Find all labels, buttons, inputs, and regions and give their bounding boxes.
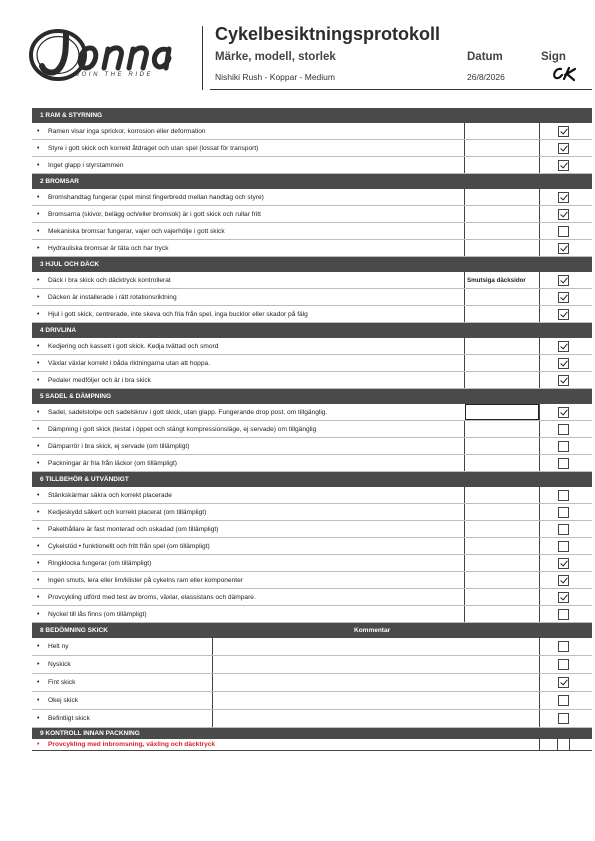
checklist-item-label: Mekaniska bromsar fungerar, vajer och vajerhölje i gott skick	[48, 228, 225, 235]
bullet: •	[37, 360, 40, 367]
checklist-item-label: Kedjeskydd säkert och korrekt placerat (om tillämpligt)	[48, 509, 207, 516]
column-divider	[464, 223, 465, 239]
checklist-item-label: Stänkskärmar säkra och korrekt placerade	[48, 492, 172, 499]
bullet: •	[37, 543, 40, 550]
column-divider	[464, 538, 465, 554]
checklist-row	[32, 123, 592, 140]
column-divider	[464, 606, 465, 622]
checkbox[interactable]	[558, 407, 569, 418]
checkbox[interactable]	[558, 458, 569, 469]
checkbox[interactable]	[558, 143, 569, 154]
bullet: •	[37, 460, 40, 467]
checkbox-edge	[557, 739, 558, 750]
column-divider	[539, 692, 540, 709]
column-divider	[464, 240, 465, 256]
checklist-row	[32, 272, 592, 289]
bullet: •	[37, 228, 40, 235]
checkbox[interactable]	[558, 524, 569, 535]
checklist-item-label: Ringklocka fungerar (om tillämpligt)	[48, 560, 152, 567]
bullet: •	[37, 294, 40, 301]
checklist-row	[32, 306, 592, 323]
bullet: •	[37, 526, 40, 533]
column-divider	[539, 674, 540, 691]
header-underline	[210, 89, 592, 90]
column-divider	[539, 487, 540, 503]
date-label: Datum	[467, 51, 503, 63]
checklist-row	[32, 589, 592, 606]
bullet: •	[37, 492, 40, 499]
section-header	[32, 257, 592, 272]
section-title: 3 HJUL OCH DÄCK	[40, 261, 100, 268]
column-divider	[464, 438, 465, 454]
checkbox[interactable]	[558, 713, 569, 724]
checkbox[interactable]	[558, 441, 569, 452]
bullet: •	[37, 128, 40, 135]
assessment-row	[32, 692, 592, 710]
checklist-item-label: Styre i gott skick och korrekt åtdraget och utan spel (lossat för transport)	[48, 145, 259, 152]
comment-field-divider	[212, 656, 213, 673]
section-header	[32, 108, 592, 123]
checkbox[interactable]	[558, 424, 569, 435]
checkbox[interactable]	[558, 226, 569, 237]
section-title: 5 SADEL & DÄMPNING	[40, 393, 112, 400]
column-divider	[464, 355, 465, 371]
bullet: •	[37, 194, 40, 201]
checklist-item-label: Cykelstöd • funktionellt och fritt från spel (om tillämpligt)	[48, 543, 210, 550]
checklist-row	[32, 438, 592, 455]
final-check-label: Provcykling med inbromsning, växling och däcktryck	[48, 741, 216, 748]
column-divider	[539, 438, 540, 454]
bullet: •	[37, 594, 40, 601]
section-title: 9 KONTROLL INNAN PACKNING	[40, 730, 140, 737]
column-divider	[464, 289, 465, 305]
checkbox[interactable]	[558, 677, 569, 688]
checklist-row	[32, 404, 592, 421]
checklist-item-label: Pakethållare är fast monterad och oskadad (om tillämpligt)	[48, 526, 219, 533]
final-check-row	[32, 739, 592, 751]
checklist-row	[32, 240, 592, 257]
column-divider	[539, 206, 540, 222]
column-divider	[539, 555, 540, 571]
column-divider	[539, 606, 540, 622]
checkbox[interactable]	[558, 659, 569, 670]
column-divider	[464, 589, 465, 605]
column-divider	[539, 504, 540, 520]
checkbox[interactable]	[558, 292, 569, 303]
checkbox[interactable]	[558, 192, 569, 203]
checkbox[interactable]	[558, 592, 569, 603]
checklist-item-label: Inget glapp i styrstammen	[48, 162, 124, 169]
model-label: Märke, modell, storlek	[215, 51, 336, 63]
section-header	[32, 728, 592, 739]
checkbox[interactable]	[558, 243, 569, 254]
checklist-item-label: Nyckel till lås finns (om tillämpligt)	[48, 611, 147, 618]
column-divider	[539, 372, 540, 388]
checklist-item-label: Sadel, sadelstolpe och sadelskruv i gott skick, utan glapp. Fungerande drop post, om tillgänglig.	[48, 409, 328, 416]
column-divider	[539, 306, 540, 322]
checklist-item-label: Däck i bra skick och däcktryck kontrollerat	[48, 277, 171, 284]
section-header	[32, 472, 592, 487]
checkbox[interactable]	[558, 609, 569, 620]
column-divider	[464, 272, 465, 288]
bullet: •	[37, 377, 40, 384]
remark-field[interactable]	[465, 404, 539, 420]
checklist-row	[32, 289, 592, 306]
checklist-item-label: Hjul i gott skick, centrerade, inte skeva och fria från spel, inga bucklor eller skador på fälg	[48, 311, 308, 318]
assessment-option-label: Fint skick	[48, 679, 76, 686]
sign-label: Sign	[541, 51, 566, 63]
bullet: •	[37, 311, 40, 318]
column-divider	[539, 240, 540, 256]
section-header	[32, 389, 592, 404]
section-header	[32, 174, 592, 189]
checklist-row	[32, 521, 592, 538]
brand-tagline: JOIN THE RIDE	[76, 72, 154, 78]
checkbox[interactable]	[558, 358, 569, 369]
column-divider	[539, 589, 540, 605]
section-header	[32, 623, 592, 638]
checklist-table	[32, 108, 592, 751]
section-title: 4 DRIVLINA	[40, 327, 77, 334]
checkbox[interactable]	[558, 490, 569, 501]
column-divider	[539, 455, 540, 471]
bullet: •	[37, 145, 40, 152]
checkbox[interactable]	[558, 309, 569, 320]
checkbox[interactable]	[558, 575, 569, 586]
column-divider	[464, 555, 465, 571]
checklist-item-label: Ramen visar inga sprickor, korrosion eller deformation	[48, 128, 206, 135]
assessment-option-label: Helt ny	[48, 643, 69, 650]
checklist-row	[32, 487, 592, 504]
page-title: Cykelbesiktningsprotokoll	[215, 24, 441, 44]
checklist-item-label: Bromshandtag fungerar (spel minst fingerbredd mellan handtag och styre)	[48, 194, 264, 201]
column-divider	[539, 572, 540, 588]
assessment-row	[32, 674, 592, 692]
column-divider	[464, 421, 465, 437]
column-divider	[539, 157, 540, 173]
checkbox[interactable]	[558, 126, 569, 137]
checkbox[interactable]	[558, 160, 569, 171]
checkbox[interactable]	[558, 541, 569, 552]
checklist-item-label: Kedjering och kassett i gott skick. Kedja tvättad och smord	[48, 343, 219, 350]
checkbox[interactable]	[558, 275, 569, 286]
column-divider	[464, 157, 465, 173]
checklist-row	[32, 606, 592, 623]
checkbox[interactable]	[558, 558, 569, 569]
bullet: •	[37, 715, 40, 722]
checklist-item-label: Hydrauliska bromsar är täta och har tryck	[48, 245, 169, 252]
bullet: •	[37, 679, 40, 686]
bullet: •	[37, 343, 40, 350]
header-divider	[202, 26, 203, 90]
checklist-item-label: Dämparrör i bra skick, ej servade (om tillämpligt)	[48, 443, 190, 450]
remark-text: Smutsiga däcksidor	[467, 277, 526, 284]
checklist-item-label: Provcykling utförd med test av broms, växlar, elassistans och dämpare.	[48, 594, 256, 601]
column-divider	[464, 572, 465, 588]
column-divider	[464, 140, 465, 156]
checkbox[interactable]	[558, 695, 569, 706]
section-title: 1 RAM & STYRNING	[40, 112, 103, 119]
checklist-item-label: Pedaler medföljer och är i bra skick	[48, 377, 151, 384]
checklist-row	[32, 455, 592, 472]
assessment-option-label: Befintligt skick	[48, 715, 90, 722]
bullet: •	[37, 443, 40, 450]
column-divider	[464, 123, 465, 139]
column-divider	[539, 338, 540, 354]
assessment-option-label: Okej skick	[48, 697, 79, 704]
column-divider	[539, 189, 540, 205]
checklist-item-label: Packningar är fria från läckor (om tillämpligt)	[48, 460, 177, 467]
checklist-row	[32, 223, 592, 240]
column-divider	[464, 521, 465, 537]
document-header	[0, 0, 595, 100]
column-divider	[539, 404, 540, 420]
column-divider	[464, 504, 465, 520]
checkbox-edge	[569, 739, 570, 750]
bullet: •	[37, 577, 40, 584]
column-divider	[539, 140, 540, 156]
column-divider	[464, 306, 465, 322]
checkbox[interactable]	[558, 641, 569, 652]
bullet: •	[37, 741, 40, 748]
checklist-row	[32, 206, 592, 223]
column-divider	[539, 739, 540, 750]
checklist-row	[32, 140, 592, 157]
bullet: •	[37, 560, 40, 567]
assessment-row	[32, 656, 592, 674]
column-divider	[539, 421, 540, 437]
checklist-row	[32, 355, 592, 372]
signature	[551, 66, 577, 82]
comment-column-header: Kommentar	[354, 627, 391, 634]
column-divider	[539, 638, 540, 655]
comment-field-divider	[212, 710, 213, 727]
date-value: 26/8/2026	[467, 72, 505, 82]
column-divider	[539, 223, 540, 239]
checklist-row	[32, 555, 592, 572]
checklist-item-label: Däcken är installerade i rätt rotationsriktning	[48, 294, 177, 301]
checklist-row	[32, 372, 592, 389]
bullet: •	[37, 426, 40, 433]
bullet: •	[37, 277, 40, 284]
column-divider	[464, 372, 465, 388]
comment-field-divider	[212, 692, 213, 709]
bullet: •	[37, 211, 40, 218]
brand-logo	[28, 28, 193, 84]
checklist-row	[32, 157, 592, 174]
bullet: •	[37, 697, 40, 704]
section-header	[32, 323, 592, 338]
column-divider	[539, 538, 540, 554]
bullet: •	[37, 509, 40, 516]
checklist-row	[32, 538, 592, 555]
column-divider	[539, 656, 540, 673]
column-divider	[539, 355, 540, 371]
column-divider	[464, 206, 465, 222]
column-divider	[539, 521, 540, 537]
checklist-item-label: Dämpning i gott skick (testat i öppet och stängt kompressionsläge, ej servade) om tillgänglig	[48, 426, 317, 433]
checklist-row	[32, 338, 592, 355]
checklist-row	[32, 421, 592, 438]
section-title: 8 BEDÖMNING SKICK	[40, 627, 108, 634]
column-divider	[539, 272, 540, 288]
checkbox[interactable]	[558, 507, 569, 518]
column-divider	[539, 710, 540, 727]
column-divider	[464, 338, 465, 354]
checklist-row	[32, 504, 592, 521]
checkbox[interactable]	[558, 209, 569, 220]
bullet: •	[37, 643, 40, 650]
bullet: •	[37, 409, 40, 416]
comment-field-divider	[212, 638, 213, 655]
bullet: •	[37, 661, 40, 668]
column-divider	[464, 455, 465, 471]
checkbox[interactable]	[558, 341, 569, 352]
assessment-option-label: Nyskick	[48, 661, 71, 668]
section-title: 2 BROMSAR	[40, 178, 80, 185]
bullet: •	[37, 245, 40, 252]
bullet: •	[37, 162, 40, 169]
checklist-item-label: Växlar växlar korrekt i båda riktningarna utan att hoppa.	[48, 360, 211, 367]
checklist-row	[32, 572, 592, 589]
model-value: Nishiki Rush - Koppar - Medium	[215, 72, 335, 82]
checklist-item-label: Ingen smuts, lera eller lim/klister på cykelns ram eller komponenter	[48, 577, 243, 584]
column-divider	[464, 487, 465, 503]
assessment-row	[32, 710, 592, 728]
column-divider	[539, 123, 540, 139]
assessment-row	[32, 638, 592, 656]
column-divider	[539, 289, 540, 305]
section-title: 6 TILLBEHÖR & UTVÄNDIGT	[40, 476, 129, 483]
column-divider	[464, 189, 465, 205]
checklist-row	[32, 189, 592, 206]
bullet: •	[37, 611, 40, 618]
checklist-item-label: Bromsarna (skivor, belägg och/eller bromsok) är i gott skick och rullar fritt	[48, 211, 261, 218]
checkbox[interactable]	[558, 375, 569, 386]
comment-field-divider	[212, 674, 213, 691]
